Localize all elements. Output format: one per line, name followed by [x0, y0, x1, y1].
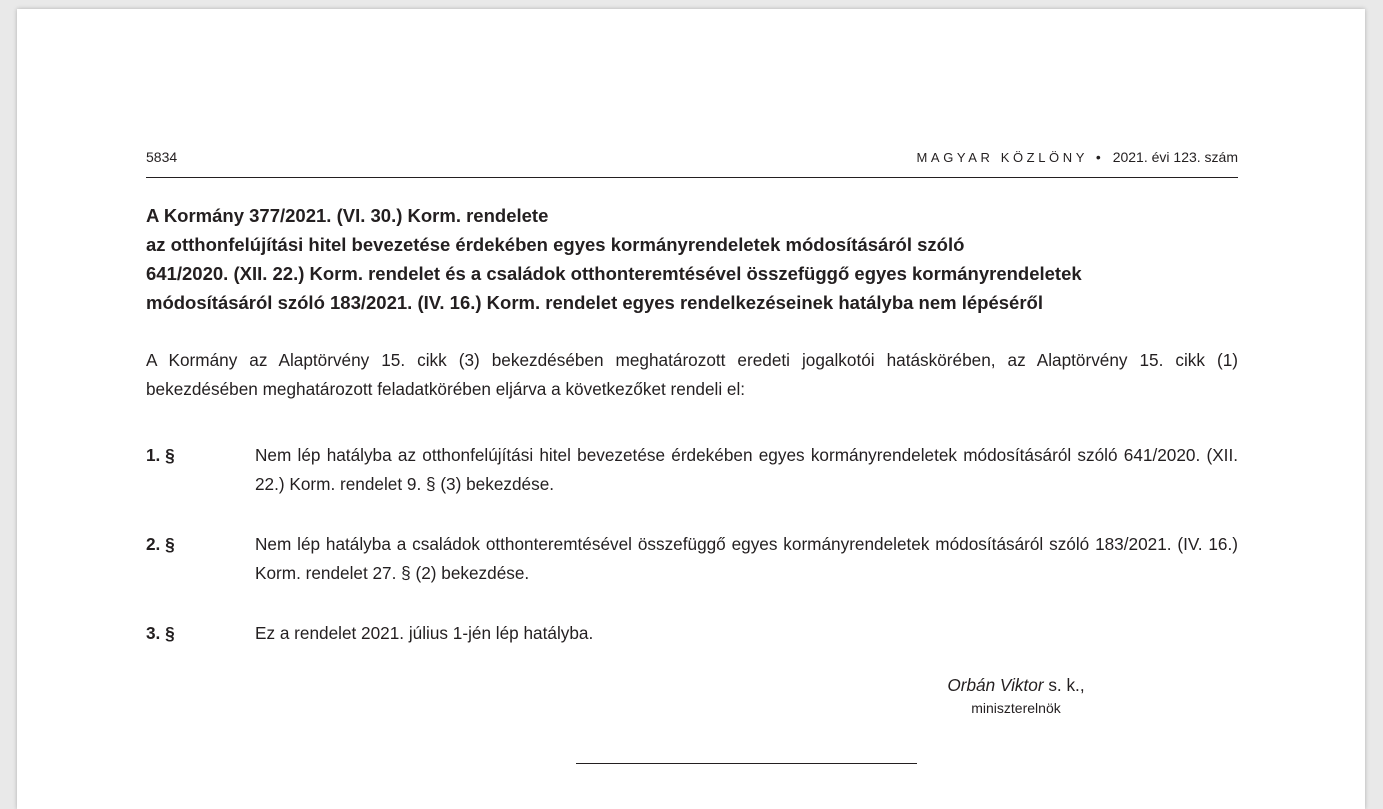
journal-name: MAGYAR KÖZLÖNY — [916, 150, 1089, 165]
signature-suffix: s. k., — [1043, 675, 1085, 695]
title-line: módosításáról szóló 183/2021. (IV. 16.) Korm. rendelet egyes rendelkezéseinek hatályba nem lépéséről — [146, 292, 1043, 313]
section-number: 3. § — [146, 623, 175, 643]
section-text: Nem lép hatályba az otthonfelújítási hitel bevezetése érdekében egyes kormányrendeletek módosításáról szóló 641/2020. (XII. 22.) Korm. rendelet 9. § (3) bekezdése. — [255, 445, 1238, 494]
signature-name-line — [906, 673, 1126, 697]
page-number: 5834 — [146, 149, 178, 165]
section-number: 1. § — [146, 445, 175, 465]
decree-title — [146, 201, 1246, 317]
header-bullet: • — [1095, 149, 1101, 165]
section-number: 2. § — [146, 534, 175, 554]
issue-number: 2021. évi 123. szám — [1112, 149, 1238, 165]
signatory-name: Orbán Viktor — [947, 675, 1044, 695]
document-page — [17, 9, 1365, 809]
section-end-rule — [576, 763, 917, 764]
title-line: A Kormány 377/2021. (VI. 30.) Korm. rendelete — [146, 205, 549, 226]
preamble: A Kormány az Alaptörvény 15. cikk (3) bekezdésében meghatározott eredeti jogalkotói hatáskörében, az Alaptörvény 15. cikk (1) bekezdésében meghatározott feladatkörében eljárva a következőket rendeli el: — [146, 350, 1238, 399]
section-text: Ez a rendelet 2021. július 1-jén lép hatályba. — [255, 623, 594, 643]
section-text: Nem lép hatályba a családok otthonteremtésével összefüggő egyes kormányrendeletek módosításáról szóló 183/2021. (IV. 16.) Korm. rendelet 27. § (2) bekezdése. — [255, 534, 1238, 583]
title-line: 641/2020. (XII. 22.) Korm. rendelet és a családok otthonteremtésével összefüggő egyes kormányrendeletek — [146, 263, 1082, 284]
page-header — [146, 149, 1238, 178]
signature-block — [906, 673, 1126, 719]
signatory-title: miniszterelnök — [971, 700, 1061, 716]
title-line: az otthonfelújítási hitel bevezetése érdekében egyes kormányrendeletek módosításáról szóló — [146, 234, 965, 255]
header-issue-info — [917, 149, 1239, 165]
